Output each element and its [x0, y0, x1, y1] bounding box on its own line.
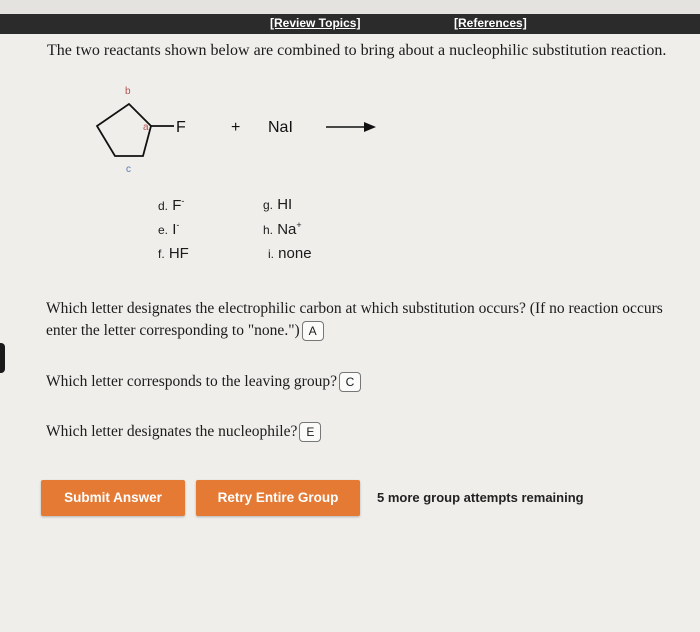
question-intro: The two reactants shown below are combined to bring about a nucleophilic substitution reaction. [47, 42, 667, 59]
choice-d: d. F- [158, 196, 185, 214]
reaction-arrow [326, 122, 376, 132]
question-leaving-group: Which letter corresponds to the leaving group? C [46, 371, 361, 393]
answer-field-electrophilic-carbon[interactable]: A [302, 321, 324, 341]
answer-field-leaving-group[interactable]: C [339, 372, 361, 392]
references-link[interactable]: [References] [454, 16, 527, 30]
question-nucleophile: Which letter designates the nucleophile? E [46, 421, 321, 443]
choice-f: f. HF [158, 245, 189, 262]
choice-g: g. HI [263, 196, 293, 213]
question-electrophilic-carbon: Which letter designates the electrophilic carbon at which substitution occurs? (If no reaction occurs enter the letter corresponding to "none.") A [46, 298, 676, 342]
fluorine-label: F [176, 119, 186, 136]
answer-field-nucleophile[interactable]: E [299, 422, 321, 442]
carbon-label-c: c [126, 164, 131, 175]
choice-h: h. Na+ [263, 220, 302, 238]
reaction-scheme [0, 70, 700, 270]
choice-i: i. none [268, 245, 312, 262]
review-topics-link[interactable]: [Review Topics] [270, 16, 361, 30]
cyclopentane-ring [97, 104, 174, 156]
retry-entire-group-button[interactable]: Retry Entire Group [196, 480, 360, 516]
carbon-label-a: a [143, 122, 149, 133]
attempts-remaining-text: 5 more group attempts remaining [377, 490, 584, 505]
choice-e: e. I- [158, 220, 180, 238]
reagent-label: NaI [268, 119, 293, 136]
carbon-label-b: b [125, 86, 131, 97]
side-handle[interactable] [0, 343, 5, 373]
plus-sign: + [231, 119, 241, 136]
submit-answer-button[interactable]: Submit Answer [41, 480, 185, 516]
